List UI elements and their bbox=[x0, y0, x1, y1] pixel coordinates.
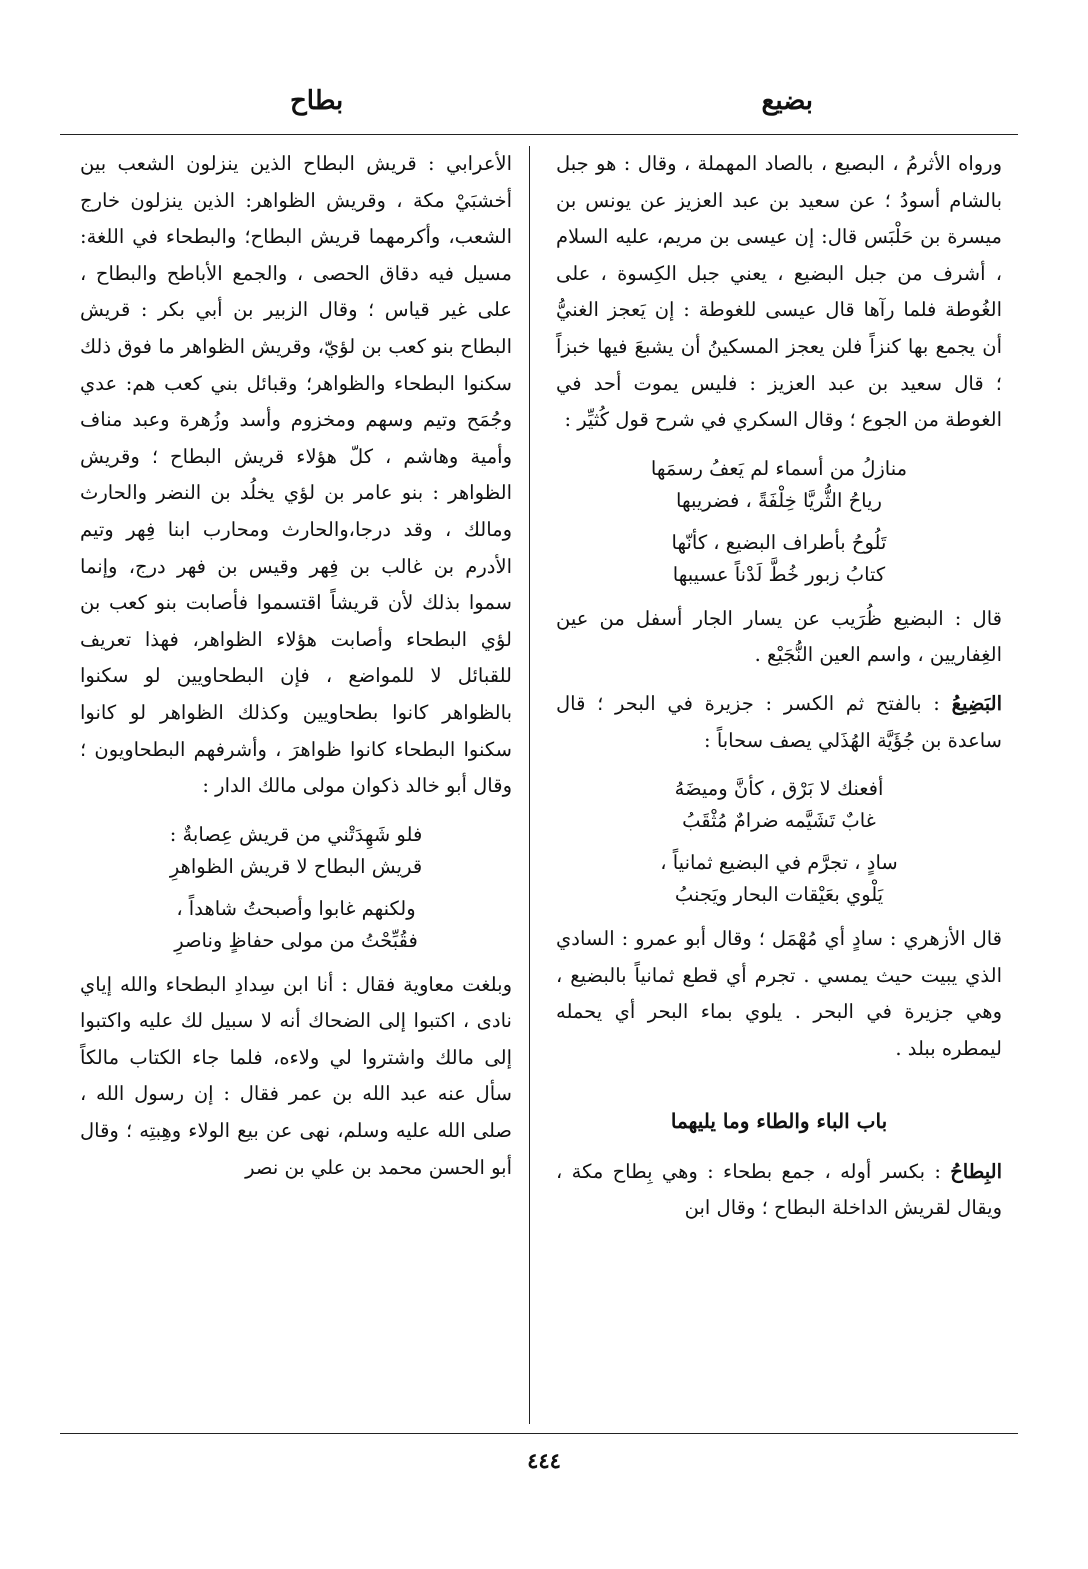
poem-verse bbox=[556, 453, 1002, 591]
paragraph: قال : البضيع ظُرَيب عن يسار الجار أسفل من عين الغِفاريين ، واسم العين النُّجَيْع . bbox=[556, 606, 1002, 667]
paragraph: قال الأزهري : سادٍ أي مُهْمَل ؛ وقال أبو عمرو : السادي الذي يبيت حيث يمسي . تجرم أي قطع ثمانياً بالبضيع ، وهي جزيرة في البحر . يلوي بماء البحر أي يحمله ليمطره ببلد . bbox=[556, 927, 1002, 1060]
left-column bbox=[80, 146, 512, 1186]
entry-paragraph bbox=[556, 1154, 1002, 1227]
section-title: باب الباء والطاء وما يليهما bbox=[670, 1108, 888, 1133]
header-rule bbox=[60, 134, 1018, 135]
paragraph: ورواه الأثرمُ ، البصيع ، بالصاد المهملة ، وقال : هو جبل بالشام أسودُ ؛ عن سعيد بن عبد العزيز عن يونس بن ميسرة بن حَلْبَس قال: إن عيسى بن مريم، عليه السلام ، أشرف من جبل البضيع ، يعني جبل الكِسوة ، على الغُوطة فلما رآها قال عيسى للغوطة : إن يَعجز الغنيُّ أن يجمع بها كنزاً فلن يعجز المسكينُ أن يشبعَ فيها خبزاً ؛ قال سعيد بن عبد العزيز : فليس يموت أحد في الغوطة من الجوع ؛ وقال السكري في شرح قول كُثيِّر : bbox=[556, 152, 1002, 432]
verse-line: أفعنك لا بَرْق ، كأنَّ وميضَهُ bbox=[674, 777, 884, 801]
poem-verse bbox=[80, 819, 512, 957]
left-headword: بطاح bbox=[290, 86, 344, 116]
verse-line: رياحُ الثُّريَّا خِلْفَةً ، فضريبها bbox=[676, 488, 882, 512]
verse-line: فقُبِّحْتُ من مولى حفاظٍ وناصرِ bbox=[174, 928, 418, 952]
verse-line: ولكنهم غابوا وأصبحتُ شاهداً ، bbox=[176, 896, 416, 920]
entry-text: : بكسر أوله ، جمع بطحاء : وهي بِطاح مكة ، ويقال لقريش الداخلة البطاح ؛ وقال ابن bbox=[556, 1159, 1002, 1220]
entry-headword: البَضِيعُ bbox=[951, 691, 1002, 715]
page-header bbox=[0, 86, 1088, 136]
verse-line: سادٍ ، تجرَّم في البضيع ثمانياً ، bbox=[660, 851, 898, 875]
paragraph: وبلغت معاوية فقال : أنا ابن سِدادِ البطحاء والله إياي نادى ، اكتبوا إلى الضحاك أنه لا سبيل لك عليه واكتبوا إلى مالك واشتروا لي ولاءه، فلما جاء الكتاب مالكاً سأل عنه عبد الله بن عمر فقال : إن رسول الله ، صلى الله عليه وسلم، نهى عن بيع الولاء وهِبتِه ؛ وقال أبو الحسن محمد بن علي بن نصر bbox=[80, 972, 512, 1179]
verse-line: قريش البطاح لا قريش الظواهرِ bbox=[169, 854, 423, 878]
right-headword: بضيع bbox=[761, 86, 813, 116]
column-divider bbox=[529, 146, 530, 1424]
page-number: ٤٤٤ bbox=[527, 1448, 561, 1473]
verse-line: منازلُ من أسماء لم يَعفُ رسمَها bbox=[650, 456, 908, 480]
entry-headword: البِطاحُ bbox=[950, 1159, 1002, 1183]
entry-paragraph bbox=[556, 686, 1002, 759]
verse-line: فلو شَهِدَتْني من قريش عِصابةٌ : bbox=[169, 822, 423, 846]
verse-line: كتابُ زبور خُطَّ لَدْناً عسيبها bbox=[672, 562, 886, 586]
right-column bbox=[556, 146, 1002, 1227]
footer-rule bbox=[60, 1433, 1018, 1434]
verse-line: غابٌ تَشَيَّمه ضرامٌ مُثْقَبُ bbox=[682, 809, 876, 833]
verse-line: تَلُوحُ بأطراف البضيع ، كأنّها bbox=[671, 530, 887, 554]
paragraph: الأعرابي : قريش البطاح الذين ينزلون الشعب بين أخشبَيْ مكة ، وقريش الظواهر: الذين ينزلون خارج الشعب، وأكرمهما قريش البطاح؛ والبطحاء في اللغة: مسيل فيه دقاق الحصى ، والجمع الأباطح والبطاح ، على غير قياس ؛ وقال الزبير بن أبي بكر : قريش البطاح بنو كعب بن لؤيّ، وقريش الظواهر ما فوق ذلك سكنوا البطحاء والظواهر؛ وقبائل بني كعب هم: عدي وجُمَح وتيم وسهم ومخزوم وأسد وزُهرة وعبد مناف وأمية وهاشم ، كلّ هؤلاء قريش البطاح ؛ وقريش الظواهر : بنو عامر بن لؤي يخلُد بن النضر والحارث ومالك ، وقد درجا،والحارث ومحارب ابنا فِهر وتيم الأدرم بن غالب بن فِهر وقيس بن فهر درج، وإنما سموا بذلك لأن قريشاً اقتسموا فأصابت بنو كعب بن لؤي البطحاء وأصابت هؤلاء الظواهر، فهذا تعريف للقبائل لا للمواضع ، فإن البطحاويين لو سكنوا بالظواهر كانوا بطحاويين وكذلك الظواهر لو كانوا سكنوا البطحاء كانوا ظواهرَ ، وأشرفهم البطحاويون ؛ وقال أبو خالد ذكوان مولى مالك الدار : bbox=[80, 152, 512, 798]
entry-text: : بالفتح ثم الكسر : جزيرة في البحر ؛ قال ساعدة بن جُؤَيَّة الهُذَلي يصف سحاباً : bbox=[556, 691, 1002, 752]
poem-verse bbox=[556, 773, 1002, 911]
verse-line: يَلْوي بعَيْقات البحار ويَجنبُ bbox=[674, 883, 884, 907]
